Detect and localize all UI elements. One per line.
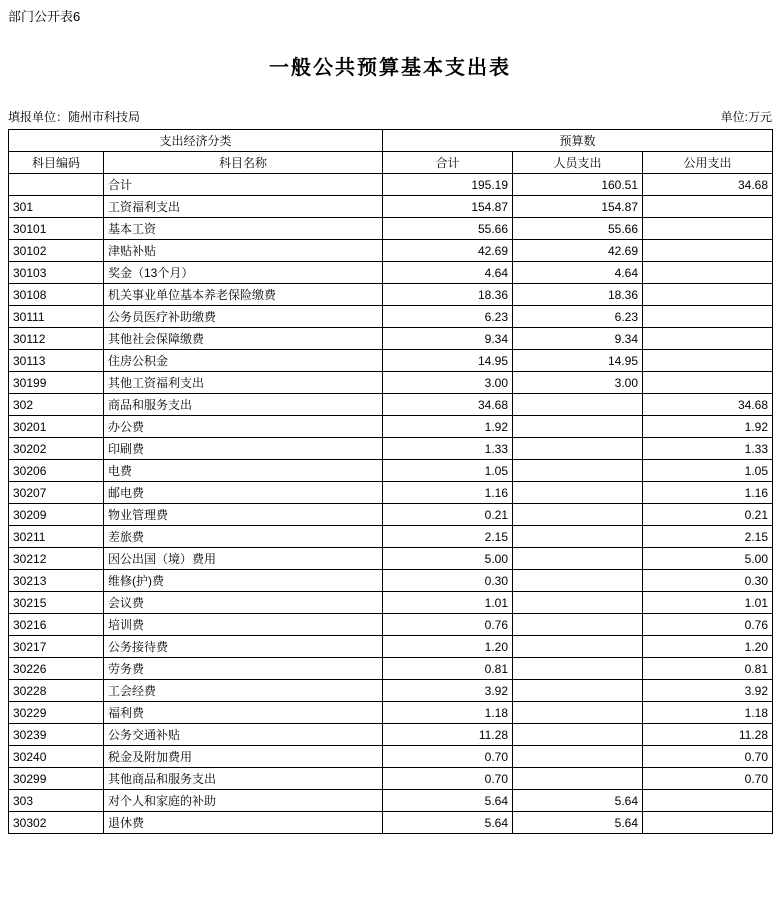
table-row: [9, 746, 773, 768]
cell-total: 4.64: [383, 262, 513, 284]
header-budget: 预算数: [383, 130, 773, 152]
cell-total: 1.01: [383, 592, 513, 614]
table-row: [9, 196, 773, 218]
cell-personnel: 154.87: [513, 196, 643, 218]
table-row: [9, 658, 773, 680]
cell-code: 30101: [9, 218, 104, 240]
cell-personnel: [513, 460, 643, 482]
cell-public: 0.30: [643, 570, 773, 592]
table-row: [9, 614, 773, 636]
cell-total: 5.00: [383, 548, 513, 570]
cell-code: 30207: [9, 482, 104, 504]
header-classification: 支出经济分类: [9, 130, 383, 152]
cell-total: 195.19: [383, 174, 513, 196]
cell-name: 公务接待费: [104, 636, 383, 658]
cell-code: 30240: [9, 746, 104, 768]
filler-unit-label: 填报单位：随州市科技局: [8, 110, 141, 124]
cell-total: 0.70: [383, 768, 513, 790]
cell-personnel: 3.00: [513, 372, 643, 394]
cell-personnel: [513, 768, 643, 790]
cell-total: 154.87: [383, 196, 513, 218]
cell-public: [643, 240, 773, 262]
cell-public: 0.76: [643, 614, 773, 636]
cell-name: 劳务费: [104, 658, 383, 680]
cell-personnel: 55.66: [513, 218, 643, 240]
cell-public: 2.15: [643, 526, 773, 548]
cell-total: 1.18: [383, 702, 513, 724]
cell-name: 机关事业单位基本养老保险缴费: [104, 284, 383, 306]
cell-name: 商品和服务支出: [104, 394, 383, 416]
cell-personnel: [513, 526, 643, 548]
table-group-header-row: [9, 130, 773, 152]
cell-total: 5.64: [383, 790, 513, 812]
cell-personnel: 9.34: [513, 328, 643, 350]
cell-total: 1.05: [383, 460, 513, 482]
cell-public: 5.00: [643, 548, 773, 570]
cell-name: 税金及附加费用: [104, 746, 383, 768]
cell-code: 30212: [9, 548, 104, 570]
table-row: [9, 768, 773, 790]
cell-personnel: 5.64: [513, 790, 643, 812]
cell-name: 物业管理费: [104, 504, 383, 526]
cell-code: 302: [9, 394, 104, 416]
table-row: [9, 460, 773, 482]
cell-personnel: [513, 570, 643, 592]
cell-name: 其他社会保障缴费: [104, 328, 383, 350]
table-row: [9, 416, 773, 438]
cell-personnel: 14.95: [513, 350, 643, 372]
cell-total: 2.15: [383, 526, 513, 548]
cell-personnel: [513, 680, 643, 702]
cell-code: 30229: [9, 702, 104, 724]
cell-code: 30215: [9, 592, 104, 614]
cell-personnel: 18.36: [513, 284, 643, 306]
cell-name: 福利费: [104, 702, 383, 724]
cell-code: 30217: [9, 636, 104, 658]
cell-code: 30239: [9, 724, 104, 746]
cell-total: 18.36: [383, 284, 513, 306]
table-row: [9, 680, 773, 702]
cell-public: [643, 218, 773, 240]
cell-code: 303: [9, 790, 104, 812]
cell-code: 30209: [9, 504, 104, 526]
document-tag: 部门公开表6: [8, 9, 81, 24]
header-total: 合计: [383, 152, 513, 174]
cell-total: 0.76: [383, 614, 513, 636]
table-row: [9, 240, 773, 262]
cell-total: 5.64: [383, 812, 513, 834]
table-row: [9, 438, 773, 460]
cell-name: 会议费: [104, 592, 383, 614]
cell-public: [643, 284, 773, 306]
table-row: [9, 174, 773, 196]
cell-name: 印刷费: [104, 438, 383, 460]
table-row: [9, 218, 773, 240]
header-personnel: 人员支出: [513, 152, 643, 174]
cell-code: 30202: [9, 438, 104, 460]
cell-code: 30299: [9, 768, 104, 790]
cell-total: 55.66: [383, 218, 513, 240]
cell-name: 其他商品和服务支出: [104, 768, 383, 790]
cell-code: 30228: [9, 680, 104, 702]
table-row: [9, 350, 773, 372]
table-row: [9, 592, 773, 614]
cell-personnel: [513, 394, 643, 416]
cell-personnel: 5.64: [513, 812, 643, 834]
cell-public: [643, 306, 773, 328]
cell-name: 工会经费: [104, 680, 383, 702]
cell-personnel: [513, 504, 643, 526]
cell-public: 3.92: [643, 680, 773, 702]
table-row: [9, 262, 773, 284]
cell-code: 30226: [9, 658, 104, 680]
cell-total: 34.68: [383, 394, 513, 416]
cell-public: 1.20: [643, 636, 773, 658]
table-row: [9, 724, 773, 746]
cell-public: 0.21: [643, 504, 773, 526]
cell-personnel: [513, 592, 643, 614]
cell-total: 0.30: [383, 570, 513, 592]
table-row: [9, 372, 773, 394]
cell-name: 公务交通补贴: [104, 724, 383, 746]
cell-code: 30211: [9, 526, 104, 548]
cell-public: 34.68: [643, 394, 773, 416]
cell-public: [643, 790, 773, 812]
cell-public: 34.68: [643, 174, 773, 196]
cell-code: 30216: [9, 614, 104, 636]
header-public: 公用支出: [643, 152, 773, 174]
table-row: [9, 526, 773, 548]
cell-personnel: 160.51: [513, 174, 643, 196]
document-meta: [8, 108, 772, 125]
cell-personnel: [513, 724, 643, 746]
cell-total: 0.70: [383, 746, 513, 768]
table-row: [9, 394, 773, 416]
cell-name: 办公费: [104, 416, 383, 438]
cell-name: 工资福利支出: [104, 196, 383, 218]
cell-total: 9.34: [383, 328, 513, 350]
table-row: [9, 284, 773, 306]
cell-personnel: [513, 636, 643, 658]
cell-code: 30206: [9, 460, 104, 482]
cell-name: 对个人和家庭的补助: [104, 790, 383, 812]
cell-name: 津贴补贴: [104, 240, 383, 262]
cell-name: 退休费: [104, 812, 383, 834]
cell-name: 合计: [104, 174, 383, 196]
cell-code: 30112: [9, 328, 104, 350]
cell-total: 1.33: [383, 438, 513, 460]
cell-personnel: [513, 548, 643, 570]
cell-public: [643, 812, 773, 834]
cell-total: 0.21: [383, 504, 513, 526]
cell-total: 0.81: [383, 658, 513, 680]
header-name: 科目名称: [104, 152, 383, 174]
cell-personnel: [513, 614, 643, 636]
cell-total: 3.92: [383, 680, 513, 702]
cell-code: [9, 174, 104, 196]
table-row: [9, 790, 773, 812]
cell-name: 维修(护)费: [104, 570, 383, 592]
cell-name: 因公出国（境）费用: [104, 548, 383, 570]
table-body: [9, 174, 773, 834]
table-row: [9, 306, 773, 328]
cell-total: 3.00: [383, 372, 513, 394]
cell-personnel: [513, 416, 643, 438]
cell-public: 11.28: [643, 724, 773, 746]
cell-total: 1.20: [383, 636, 513, 658]
table-row: [9, 328, 773, 350]
cell-code: 30111: [9, 306, 104, 328]
cell-code: 30108: [9, 284, 104, 306]
table-row: [9, 548, 773, 570]
cell-public: 0.70: [643, 746, 773, 768]
cell-name: 基本工资: [104, 218, 383, 240]
cell-personnel: [513, 438, 643, 460]
header-code: 科目编码: [9, 152, 104, 174]
cell-total: 1.16: [383, 482, 513, 504]
cell-personnel: [513, 482, 643, 504]
page-title: 一般公共预算基本支出表: [269, 57, 511, 79]
table-row: [9, 504, 773, 526]
cell-public: 1.18: [643, 702, 773, 724]
cell-code: 30302: [9, 812, 104, 834]
cell-public: 0.81: [643, 658, 773, 680]
cell-name: 其他工资福利支出: [104, 372, 383, 394]
table-row: [9, 636, 773, 658]
cell-code: 30102: [9, 240, 104, 262]
amount-unit-label: 单位:万元: [720, 110, 772, 124]
cell-code: 301: [9, 196, 104, 218]
cell-name: 培训费: [104, 614, 383, 636]
cell-name: 奖金（13个月）: [104, 262, 383, 284]
cell-name: 差旅费: [104, 526, 383, 548]
cell-public: 1.01: [643, 592, 773, 614]
cell-public: 1.33: [643, 438, 773, 460]
table-row: [9, 812, 773, 834]
cell-total: 11.28: [383, 724, 513, 746]
cell-name: 公务员医疗补助缴费: [104, 306, 383, 328]
cell-personnel: 42.69: [513, 240, 643, 262]
table-row: [9, 570, 773, 592]
cell-code: 30199: [9, 372, 104, 394]
budget-table: [8, 129, 773, 834]
cell-code: 30201: [9, 416, 104, 438]
cell-code: 30213: [9, 570, 104, 592]
table-row: [9, 702, 773, 724]
cell-public: 1.92: [643, 416, 773, 438]
cell-public: [643, 350, 773, 372]
cell-name: 住房公积金: [104, 350, 383, 372]
cell-personnel: [513, 658, 643, 680]
cell-personnel: 4.64: [513, 262, 643, 284]
cell-total: 6.23: [383, 306, 513, 328]
cell-code: 30113: [9, 350, 104, 372]
cell-public: 0.70: [643, 768, 773, 790]
cell-public: [643, 328, 773, 350]
table-column-header-row: [9, 152, 773, 174]
cell-public: [643, 262, 773, 284]
cell-personnel: 6.23: [513, 306, 643, 328]
cell-name: 邮电费: [104, 482, 383, 504]
cell-total: 1.92: [383, 416, 513, 438]
cell-total: 14.95: [383, 350, 513, 372]
table-header: [9, 130, 773, 174]
cell-personnel: [513, 702, 643, 724]
cell-name: 电费: [104, 460, 383, 482]
table-row: [9, 482, 773, 504]
cell-personnel: [513, 746, 643, 768]
cell-code: 30103: [9, 262, 104, 284]
cell-public: 1.16: [643, 482, 773, 504]
cell-public: 1.05: [643, 460, 773, 482]
cell-public: [643, 372, 773, 394]
cell-public: [643, 196, 773, 218]
cell-total: 42.69: [383, 240, 513, 262]
